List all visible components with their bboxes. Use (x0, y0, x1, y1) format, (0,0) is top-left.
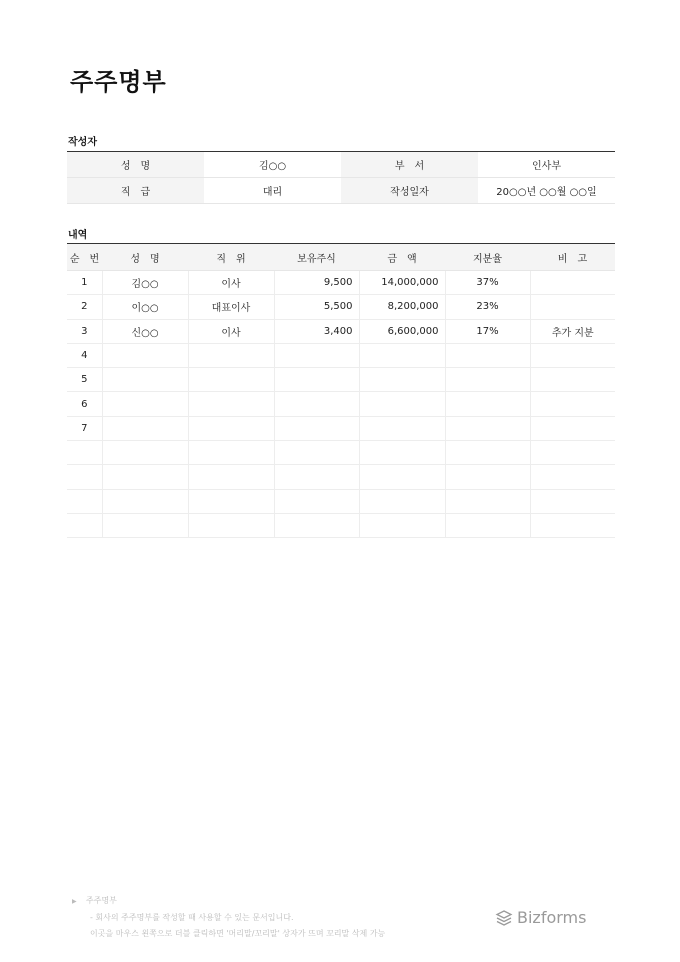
cell-shares[interactable] (274, 465, 359, 489)
cell-no[interactable]: 5 (67, 368, 102, 392)
cell-ratio[interactable]: 17% (445, 319, 530, 343)
cell-note[interactable] (530, 489, 615, 513)
cell-shares[interactable] (274, 392, 359, 416)
cell-name[interactable]: 신○○ (102, 319, 188, 343)
table-row (67, 513, 615, 537)
cell-note[interactable]: 추가 지분 (530, 319, 615, 343)
cell-name[interactable] (102, 416, 188, 440)
author-row (67, 178, 615, 204)
cell-note[interactable] (530, 465, 615, 489)
table-row (67, 465, 615, 489)
document-title: 주주명부 (70, 68, 167, 96)
cell-amount[interactable] (359, 465, 445, 489)
cell-position[interactable] (188, 465, 274, 489)
cell-name[interactable] (102, 392, 188, 416)
footer-heading: 주주명부 (86, 896, 117, 905)
cell-amount[interactable] (359, 343, 445, 367)
cell-no[interactable] (67, 465, 102, 489)
cell-ratio[interactable]: 37% (445, 271, 530, 295)
cell-ratio[interactable] (445, 465, 530, 489)
cell-name[interactable] (102, 441, 188, 465)
cell-ratio[interactable] (445, 441, 530, 465)
footer-line2: 이곳을 마우스 왼쪽으로 더블 클릭하면 '머리말/꼬리말' 상자가 뜨며 꼬리말 삭제 가능 (90, 929, 386, 938)
cell-amount[interactable] (359, 368, 445, 392)
cell-ratio[interactable] (445, 368, 530, 392)
logo-text: Bizforms (517, 908, 587, 927)
cell-amount[interactable] (359, 416, 445, 440)
cell-position[interactable]: 이사 (188, 271, 274, 295)
cell-shares[interactable] (274, 441, 359, 465)
cell-shares[interactable] (274, 489, 359, 513)
cell-amount[interactable]: 6,600,000 (359, 319, 445, 343)
cell-no[interactable]: 7 (67, 416, 102, 440)
cell-note[interactable] (530, 392, 615, 416)
cell-name[interactable]: 이○○ (102, 295, 188, 319)
cell-position[interactable] (188, 343, 274, 367)
cell-no[interactable] (67, 489, 102, 513)
cell-shares[interactable]: 9,500 (274, 271, 359, 295)
cell-amount[interactable] (359, 441, 445, 465)
cell-ratio[interactable] (445, 489, 530, 513)
header-ratio: 지분율 (445, 244, 530, 271)
header-amount: 금 액 (359, 244, 445, 271)
cell-no[interactable] (67, 441, 102, 465)
cell-name[interactable] (102, 489, 188, 513)
author-value-rank[interactable]: 대리 (204, 178, 341, 204)
bizforms-logo (495, 908, 586, 927)
cell-position[interactable] (188, 489, 274, 513)
cell-position[interactable] (188, 441, 274, 465)
cell-note[interactable] (530, 295, 615, 319)
table-row (67, 489, 615, 513)
table-row (67, 392, 615, 416)
cell-no[interactable]: 2 (67, 295, 102, 319)
cell-position[interactable]: 대표이사 (188, 295, 274, 319)
table-row (67, 416, 615, 440)
author-value-dept[interactable]: 인사부 (478, 152, 615, 178)
cell-ratio[interactable] (445, 343, 530, 367)
cell-amount[interactable] (359, 392, 445, 416)
header-name: 성 명 (102, 244, 188, 271)
author-label-rank: 직 급 (67, 178, 204, 204)
cell-position[interactable] (188, 416, 274, 440)
cell-no[interactable]: 1 (67, 271, 102, 295)
cell-shares[interactable]: 3,400 (274, 319, 359, 343)
triangle-bullet-icon: ▶ (72, 898, 77, 905)
cell-ratio[interactable]: 23% (445, 295, 530, 319)
cell-name[interactable] (102, 368, 188, 392)
footer[interactable] (72, 893, 385, 942)
cell-name[interactable] (102, 343, 188, 367)
cell-name[interactable] (102, 465, 188, 489)
cell-name[interactable] (102, 513, 188, 537)
shareholder-table (67, 243, 615, 538)
cell-shares[interactable]: 5,500 (274, 295, 359, 319)
header-no: 순 번 (67, 244, 102, 271)
author-label-date: 작성일자 (341, 178, 478, 204)
author-section-label: 작성자 (68, 137, 97, 148)
table-row (67, 343, 615, 367)
author-label-dept: 부 서 (341, 152, 478, 178)
cell-no[interactable]: 4 (67, 343, 102, 367)
author-row (67, 152, 615, 178)
author-value-date[interactable]: 20○○년 ○○월 ○○일 (478, 178, 615, 204)
cell-name[interactable]: 김○○ (102, 271, 188, 295)
table-row (67, 441, 615, 465)
table-row (67, 271, 615, 295)
cell-ratio[interactable] (445, 392, 530, 416)
cell-note[interactable] (530, 343, 615, 367)
cell-no[interactable]: 3 (67, 319, 102, 343)
cell-note[interactable] (530, 416, 615, 440)
header-shares: 보유주식 (274, 244, 359, 271)
cell-position[interactable] (188, 392, 274, 416)
cell-shares[interactable] (274, 513, 359, 537)
cell-note[interactable] (530, 513, 615, 537)
table-row (67, 295, 615, 319)
cell-amount[interactable] (359, 513, 445, 537)
cell-shares[interactable] (274, 368, 359, 392)
cell-amount[interactable] (359, 489, 445, 513)
cell-amount[interactable]: 8,200,000 (359, 295, 445, 319)
cell-note[interactable] (530, 441, 615, 465)
detail-section-label: 내역 (68, 230, 88, 241)
cell-note[interactable] (530, 271, 615, 295)
header-note: 비 고 (530, 244, 615, 271)
cell-note[interactable] (530, 368, 615, 392)
cell-shares[interactable] (274, 416, 359, 440)
cell-no[interactable] (67, 513, 102, 537)
author-table (67, 151, 615, 204)
footer-line1: - 회사의 주주명부를 작성할 때 사용할 수 있는 문서입니다. (90, 913, 294, 922)
table-row (67, 319, 615, 343)
cell-shares[interactable] (274, 343, 359, 367)
cell-amount[interactable]: 14,000,000 (359, 271, 445, 295)
cell-ratio[interactable] (445, 416, 530, 440)
cell-position[interactable] (188, 513, 274, 537)
author-label-name: 성 명 (67, 152, 204, 178)
cell-position[interactable] (188, 368, 274, 392)
cell-position[interactable]: 이사 (188, 319, 274, 343)
table-header-row (67, 244, 615, 271)
cell-no[interactable]: 6 (67, 392, 102, 416)
bizforms-logo-icon (495, 909, 513, 927)
cell-ratio[interactable] (445, 513, 530, 537)
header-position: 직 위 (188, 244, 274, 271)
author-value-name[interactable]: 김○○ (204, 152, 341, 178)
table-row (67, 368, 615, 392)
